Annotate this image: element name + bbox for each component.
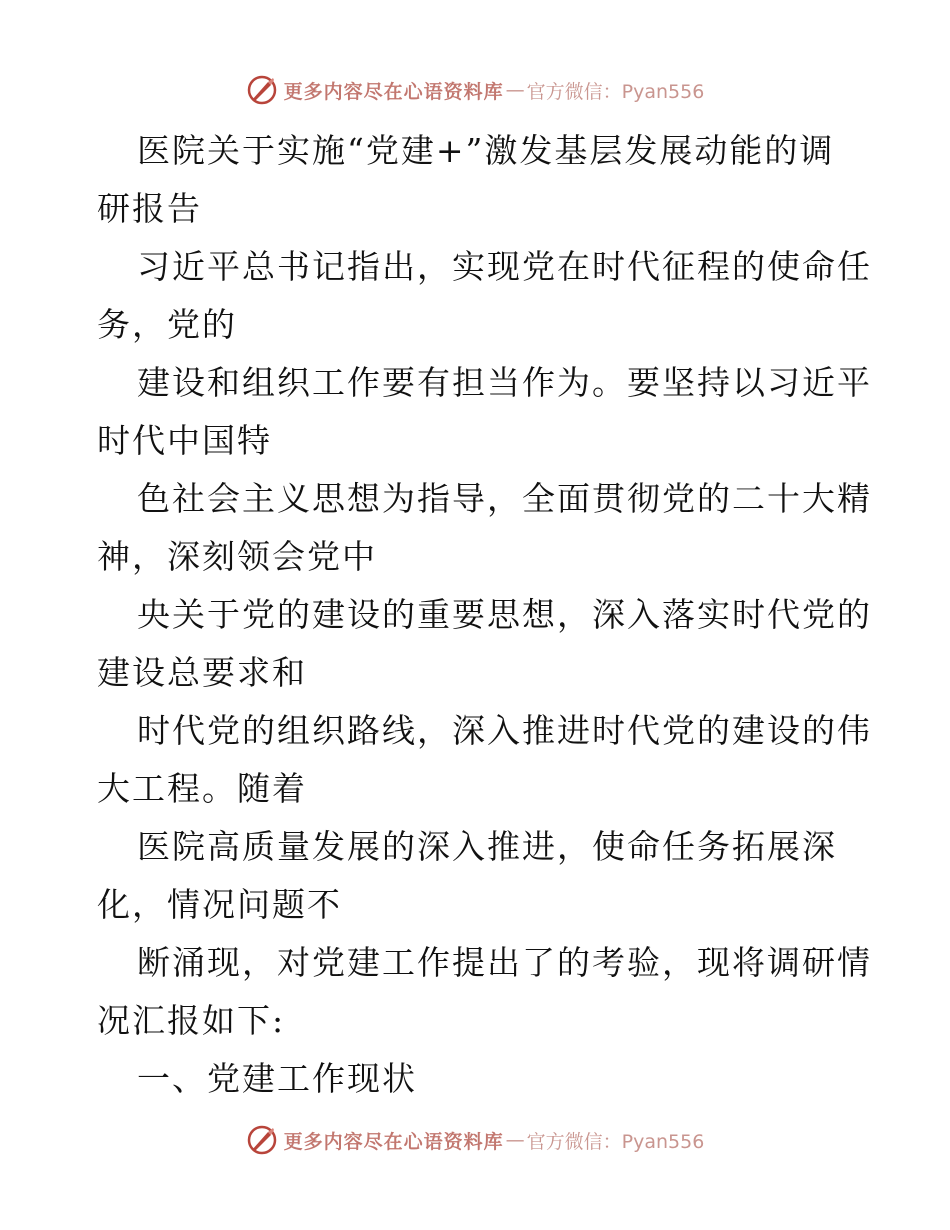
watermark-contact: 官方微信：Pyan556	[526, 80, 705, 103]
quill-logo-icon	[246, 1124, 278, 1156]
paragraph-line: 神，深刻领会党中	[97, 537, 377, 576]
paragraph-line: 央关于党的建设的重要思想，深入落实时代党的	[137, 595, 872, 634]
document-title-line: 医院关于实施“党建+”激发基层发展动能的调	[137, 131, 835, 170]
paragraph-line: 习近平总书记指出，实现党在时代征程的使命任	[137, 247, 872, 286]
paragraph-line: 时代党的组织路线，深入推进时代党的建设的伟	[137, 711, 872, 750]
paragraph-line: 化，情况问题不	[97, 885, 342, 924]
paragraph-line: 色社会主义思想为指导，全面贯彻党的二十大精	[137, 479, 872, 518]
watermark-contact: 官方微信：Pyan556	[526, 1130, 705, 1153]
document-title-line: 研报告	[97, 189, 202, 228]
paragraph-line: 况汇报如下:	[97, 1001, 286, 1040]
paragraph-line: 时代中国特	[97, 421, 272, 460]
document-body	[97, 122, 872, 1108]
paragraph-line: 大工程。随着	[97, 769, 307, 808]
paragraph-line: 一、党建工作现状	[137, 1059, 417, 1098]
watermark-footer	[0, 1120, 950, 1160]
paragraph-line: 医院高质量发展的深入推进，使命任务拓展深	[137, 827, 837, 866]
quill-logo-icon	[246, 74, 278, 106]
paragraph-line: 务，党的	[97, 305, 237, 344]
paragraph-line: 断涌现，对党建工作提出了的考验，现将调研情	[137, 943, 872, 982]
watermark-dash: —	[505, 79, 525, 101]
paragraph-line: 建设和组织工作要有担当作为。要坚持以习近平	[137, 363, 872, 402]
watermark-header	[0, 70, 950, 110]
paragraph-line: 建设总要求和	[97, 653, 307, 692]
watermark-site: 更多内容尽在心语资料库	[283, 80, 504, 103]
watermark-site: 更多内容尽在心语资料库	[283, 1130, 504, 1153]
watermark-dash: —	[505, 1129, 525, 1151]
